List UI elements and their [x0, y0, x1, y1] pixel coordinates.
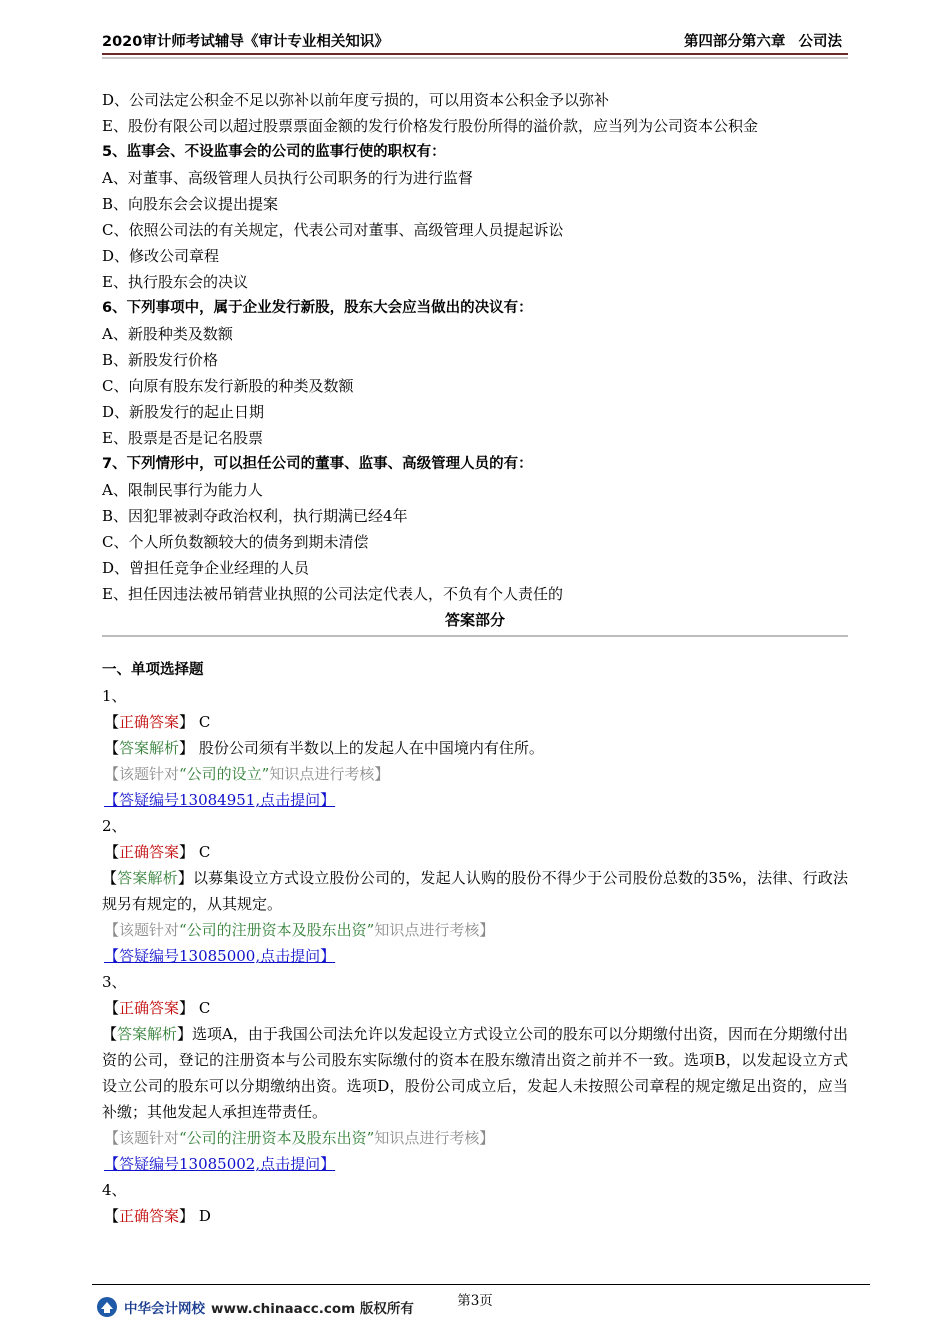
option-item: D、曾担任竞争企业经理的人员: [102, 559, 310, 577]
option-item: C、依照公司法的有关规定，代表公司对董事、高级管理人员提起诉讼: [102, 221, 564, 239]
knowledge-point-note: [102, 917, 848, 943]
answer-section-title: 答案部分: [444, 611, 505, 629]
answer-number: 4、: [102, 1181, 127, 1199]
knowledge-point: “公司的注册资本及股东出资”: [179, 921, 375, 939]
analysis-text: 以募集设立方式设立股份公司的，发起人认购的股份不得少于公司股份总数的35%，法律、行政法规另有规定的，从其规定。: [102, 869, 848, 913]
option-item: E、股票是否是记名股票: [102, 429, 263, 447]
option-item: A、限制民事行为能力人: [102, 481, 263, 499]
correct-answer-row: 【正确答案】 C: [104, 843, 211, 861]
question-link-row: [102, 787, 848, 813]
correct-answer-row: 【正确答案】 D: [104, 1207, 211, 1225]
analysis-text: 选项A，由于我国公司法允许以发起设立方式设立公司的股东可以分期缴付出资，因而在分期缴付出资的公司，登记的注册资本与公司股东实际缴付的资本在股东缴清出资之前并不一致。选项B，以发起设立方式设立公司的股东可以分期缴纳出资。选项D，股份公司成立后，发起人未按照公司章程的规定缴足出资的，应当补缴；其他发起人承担连带责任。: [102, 1025, 848, 1121]
ask-question-link[interactable]: 【答疑编号13084951,点击提问】: [104, 791, 336, 809]
question-link-row: [102, 943, 848, 969]
knowledge-prefix: 【该题针对: [104, 1129, 180, 1147]
knowledge-point-note: [102, 1125, 848, 1151]
page-content: [102, 87, 848, 1229]
option-item: A、新股种类及数额: [102, 325, 233, 343]
option-item: D、新股发行的起止日期: [102, 403, 265, 421]
knowledge-prefix: 【该题针对: [104, 921, 180, 939]
header-title: 2020审计师考试辅导《审计专业相关知识》: [102, 34, 389, 50]
correct-answer-value: C: [198, 713, 211, 731]
knowledge-point: “公司的设立”: [179, 765, 270, 783]
header-rule-secondary: [102, 57, 848, 59]
analysis-text: 股份公司须有半数以上的发起人在中国境内有住所。: [198, 739, 544, 757]
answer-number: 3、: [102, 973, 127, 991]
correct-answer-row: 【正确答案】 C: [104, 713, 211, 731]
option-item: D、公司法定公积金不足以弥补以前年度亏损的，可以用资本公积金予以弥补: [102, 91, 610, 109]
question-stem: 7、下列情形中，可以担任公司的董事、监事、高级管理人员的有：: [102, 456, 533, 472]
analysis-label: 答案解析: [119, 739, 180, 757]
analysis-paragraph: 【答案解析】以募集设立方式设立股份公司的，发起人认购的股份不得少于公司股份总数的35%，法律、行政法规另有规定的，从其规定。: [102, 869, 848, 913]
section-title: 一、单项选择题: [102, 662, 204, 678]
option-item: C、个人所负数额较大的债务到期未清偿: [102, 533, 369, 551]
knowledge-point: “公司的注册资本及股东出资”: [179, 1129, 375, 1147]
answer-list: [102, 683, 848, 1229]
ask-question-link[interactable]: 【答疑编号13085002,点击提问】: [104, 1155, 336, 1173]
analysis-label: 答案解析: [117, 869, 178, 887]
analysis-label: 答案解析: [117, 1025, 178, 1043]
brand-name: 中华会计网校: [124, 1301, 205, 1317]
footer-rule: [92, 1284, 870, 1285]
brand-site: www.chinaacc.com 版权所有: [211, 1301, 414, 1317]
header-chapter: 第四部分第六章 公司法: [683, 34, 842, 50]
question-stem: 6、下列事项中，属于企业发行新股，股东大会应当做出的决议有：: [102, 300, 533, 316]
correct-answer-value: C: [198, 999, 211, 1017]
option-item: E、担任因违法被吊销营业执照的公司法定代表人，不负有个人责任的: [102, 585, 563, 603]
correct-answer-value: D: [198, 1207, 211, 1225]
correct-answer-label: 正确答案: [119, 1207, 180, 1225]
knowledge-suffix: 知识点进行考核】: [269, 765, 390, 783]
option-item: C、向原有股东发行新股的种类及数额: [102, 377, 354, 395]
knowledge-prefix: 【该题针对: [104, 765, 180, 783]
ask-question-link[interactable]: 【答疑编号13085000,点击提问】: [104, 947, 336, 965]
correct-answer-label: 正确答案: [119, 713, 180, 731]
question-link-row: [102, 1151, 848, 1177]
question-list: [102, 87, 848, 607]
option-item: B、向股东会会议提出提案: [102, 195, 279, 213]
correct-answer-label: 正确答案: [119, 843, 180, 861]
correct-answer-value: C: [198, 843, 211, 861]
option-item: B、新股发行价格: [102, 351, 219, 369]
school-logo-icon: [96, 1296, 118, 1318]
option-item: B、因犯罪被剥夺政治权利，执行期满已经4年: [102, 507, 408, 525]
analysis-paragraph: 【答案解析】 股份公司须有半数以上的发起人在中国境内有住所。: [104, 739, 544, 757]
correct-answer-label: 正确答案: [119, 999, 180, 1017]
question-stem: 5、监事会、不设监事会的公司的监事行使的职权有：: [102, 144, 446, 160]
option-item: E、股份有限公司以超过股票票面金额的发行价格发行股份所得的溢价款，应当列为公司资本公积金: [102, 117, 758, 135]
analysis-paragraph: 【答案解析】选项A，由于我国公司法允许以发起设立方式设立公司的股东可以分期缴付出资，因而在分期缴付出资的公司，登记的注册资本与公司股东实际缴付的资本在股东缴清出资之前并不一致。选项B，以发起设立方式设立公司的股东可以分期缴纳出资。选项D，股份公司成立后，发起人未按照公司章程的规定缴足出资的，应当补缴；其他发起人承担连带责任。: [102, 1025, 848, 1121]
answer-number: 2、: [102, 817, 127, 835]
option-item: A、对董事、高级管理人员执行公司职务的行为进行监督: [102, 169, 473, 187]
answer-divider: [102, 635, 848, 637]
knowledge-suffix: 知识点进行考核】: [374, 1129, 495, 1147]
page-number: 第3页: [457, 1293, 493, 1309]
option-item: E、执行股东会的决议: [102, 273, 248, 291]
header-rule: [102, 53, 848, 55]
knowledge-suffix: 知识点进行考核】: [374, 921, 495, 939]
footer-brand: [96, 1294, 414, 1320]
correct-answer-row: 【正确答案】 C: [104, 999, 211, 1017]
page-header: [102, 30, 848, 52]
option-item: D、修改公司章程: [102, 247, 220, 265]
answer-number: 1、: [102, 687, 127, 705]
knowledge-point-note: [102, 761, 848, 787]
